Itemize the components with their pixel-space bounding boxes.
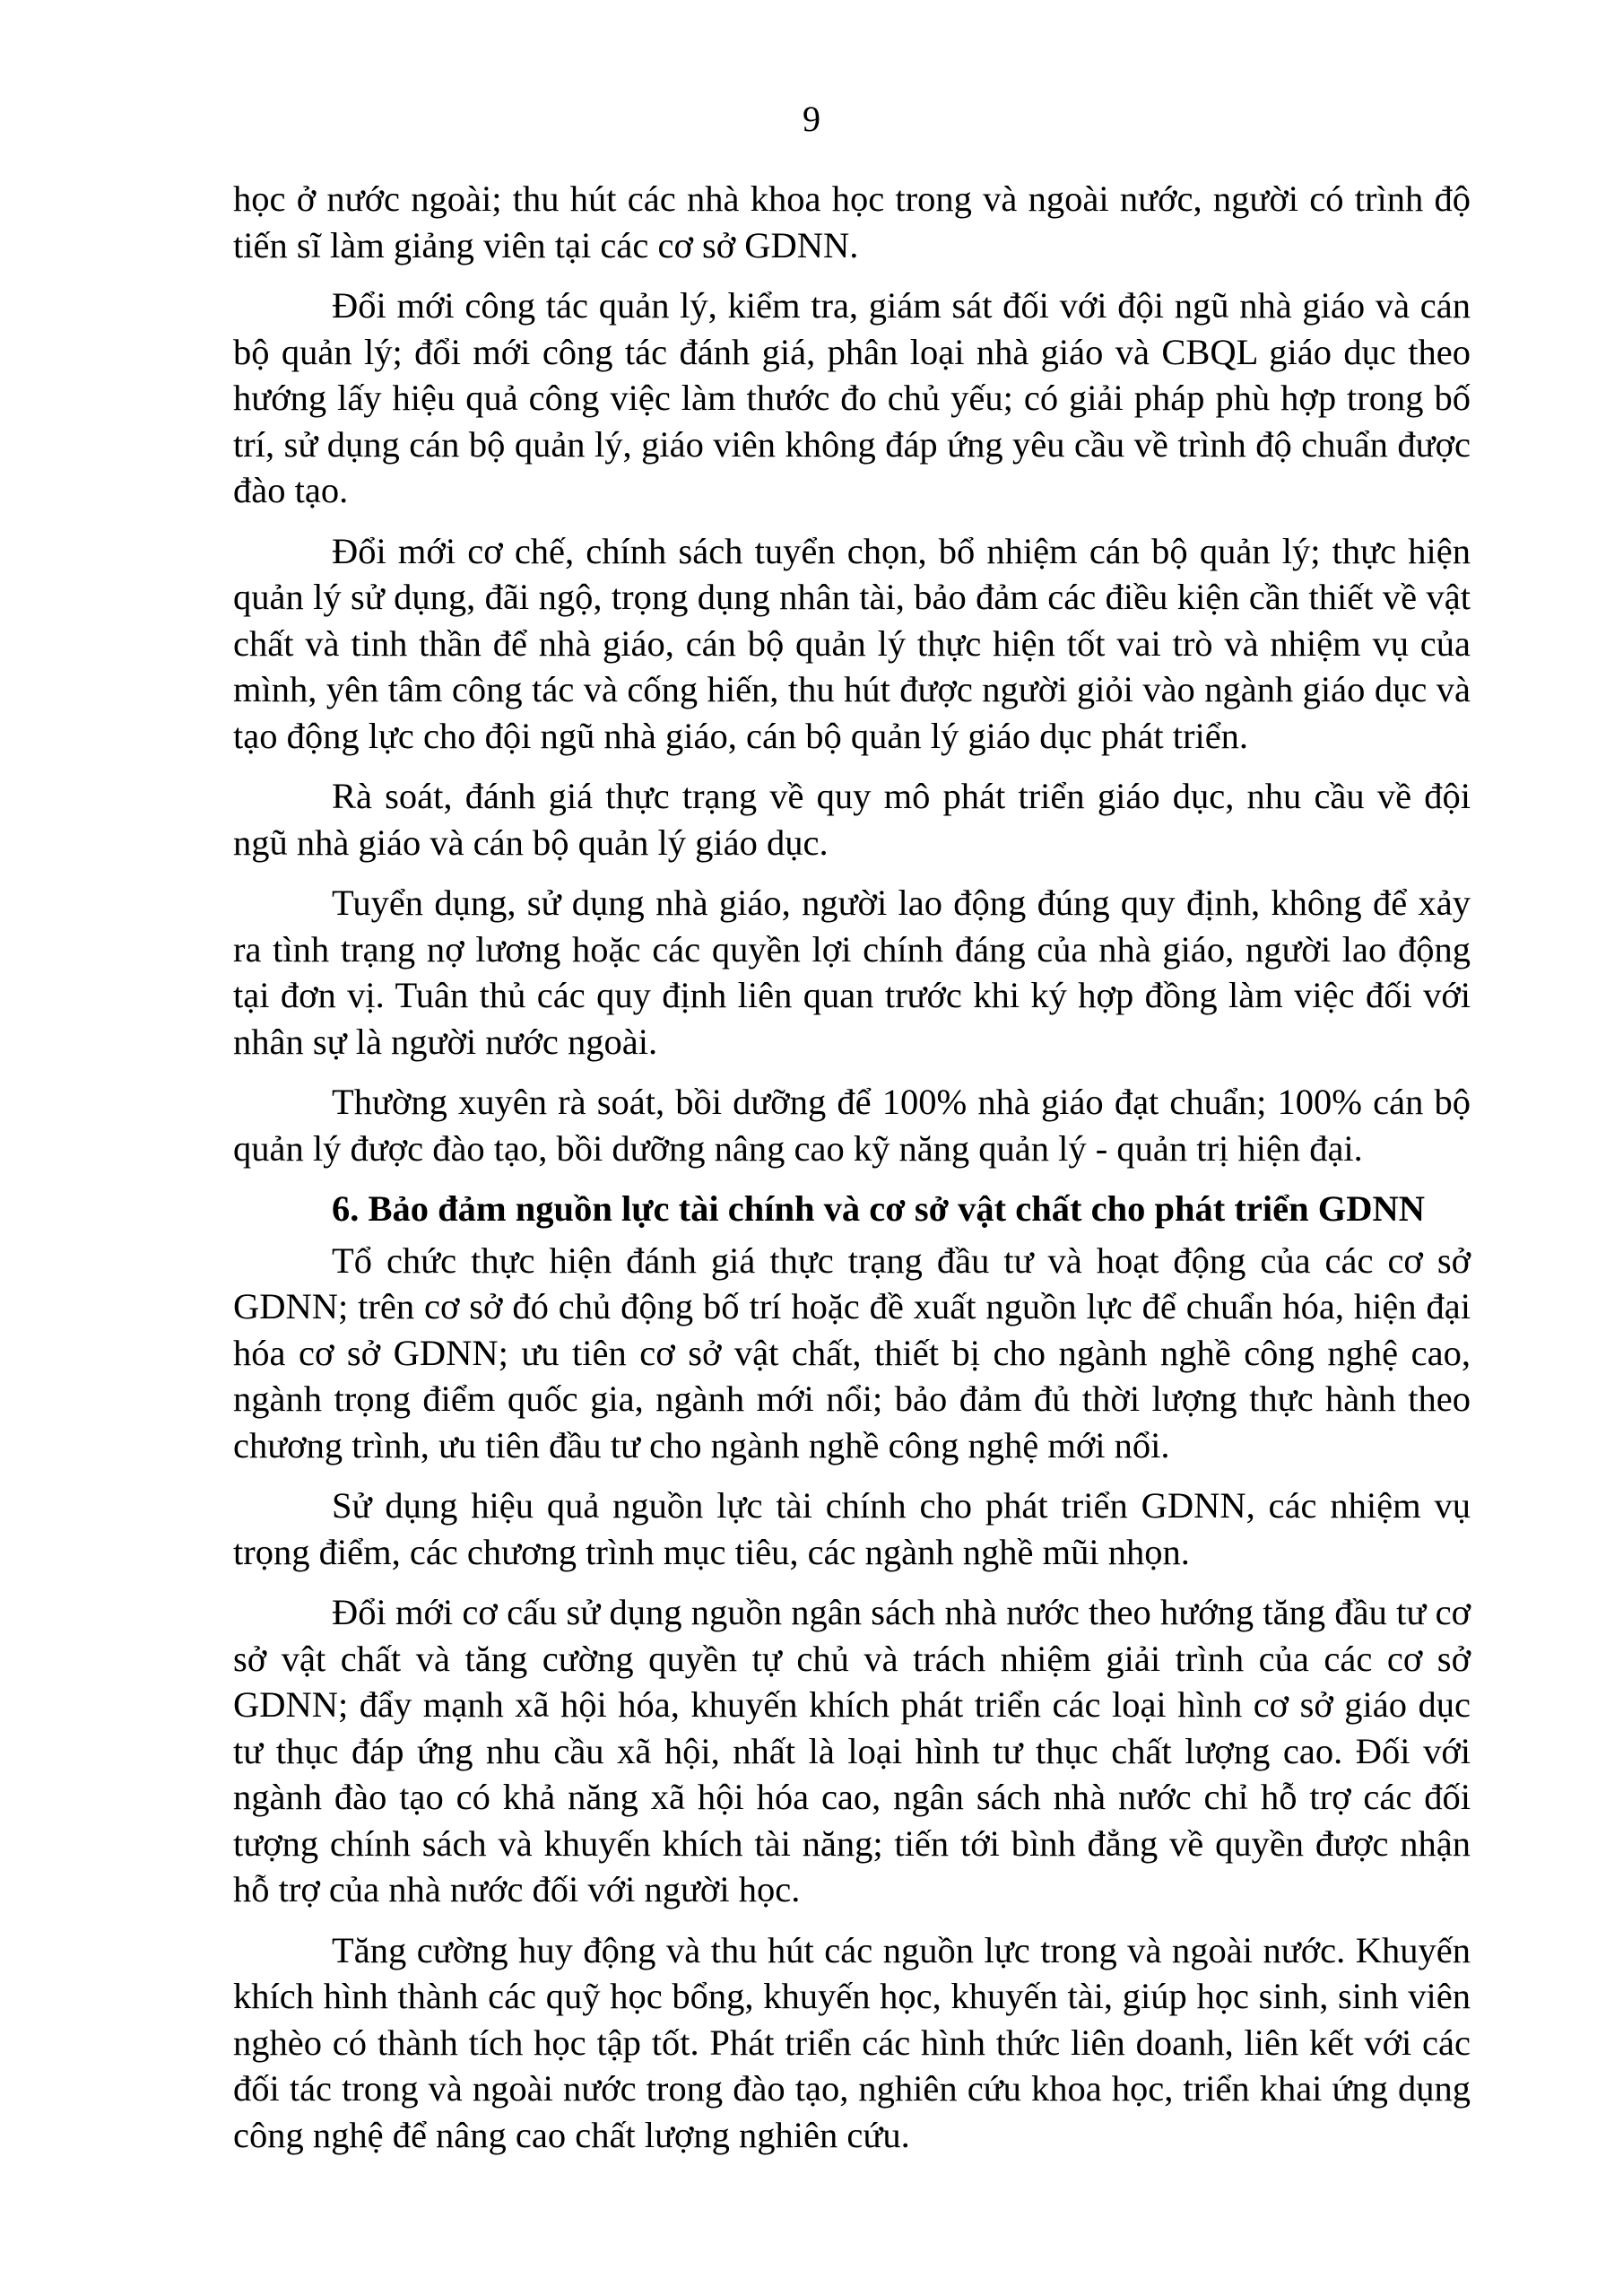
paragraph-continued: học ở nước ngoài; thu hút các nhà khoa học trong và ngoài nước, người có trình độ tiến sĩ làm giảng viên tại các cơ sở GDNN. (233, 178, 1471, 265)
paragraph: Tăng cường huy động và thu hút các nguồn lực trong và ngoài nước. Khuyến khích hình thành các quỹ học bổng, khuyến học, khuyến tài, giúp học sinh, sinh viên nghèo có thành tích học tập tốt. Phát triển các hình thức liên doanh, liên kết với các đối tác trong và ngoài nước trong đào tạo, nghiên cứu khoa học, triển khai ứng dụng công nghệ để nâng cao chất lượng nghiên cứu. (233, 1929, 1471, 2155)
page-number: 9 (803, 99, 820, 139)
paragraph: Đổi mới cơ cấu sử dụng nguồn ngân sách nhà nước theo hướng tăng đầu tư cơ sở vật chất và tăng cường quyền tự chủ và trách nhiệm giải trình của các cơ sở GDNN; đẩy mạnh xã hội hóa, khuyến khích phát triển các loại hình cơ sở giáo dục tư thục đáp ứng nhu cầu xã hội, nhất là loại hình tư thục chất lượng cao. Đối với ngành đào tạo có khả năng xã hội hóa cao, ngân sách nhà nước chỉ hỗ trợ các đối tượng chính sách và khuyến khích tài năng; tiến tới bình đẳng về quyền được nhận hỗ trợ của nhà nước đối với người học. (233, 1592, 1471, 1909)
paragraph: Sử dụng hiệu quả nguồn lực tài chính cho phát triển GDNN, các nhiệm vụ trọng điểm, các chương trình mục tiêu, các ngành nghề mũi nhọn. (233, 1485, 1471, 1572)
paragraph: Rà soát, đánh giá thực trạng về quy mô phát triển giáo dục, nhu cầu về đội ngũ nhà giáo và cán bộ quản lý giáo dục. (233, 776, 1471, 863)
paragraph: Đổi mới công tác quản lý, kiểm tra, giám sát đối với đội ngũ nhà giáo và cán bộ quản lý; đổi mới công tác đánh giá, phân loại nhà giáo và CBQL giáo dục theo hướng lấy hiệu quả công việc làm thước đo chủ yếu; có giải pháp phù hợp trong bố trí, sử dụng cán bộ quản lý, giáo viên không đáp ứng yêu cầu về trình độ chuẩn được đào tạo. (233, 285, 1471, 510)
paragraph: Tổ chức thực hiện đánh giá thực trạng đầu tư và hoạt động của các cơ sở GDNN; trên cơ sở đó chủ động bố trí hoặc đề xuất nguồn lực để chuẩn hóa, hiện đại hóa cơ sở GDNN; ưu tiên cơ sở vật chất, thiết bị cho ngành nghề công nghệ cao, ngành trọng điểm quốc gia, ngành mới nổi; bảo đảm đủ thời lượng thực hành theo chương trình, ưu tiên đầu tư cho ngành nghề công nghệ mới nổi. (233, 1239, 1471, 1465)
paragraph: Thường xuyên rà soát, bồi dưỡng để 100% nhà giáo đạt chuẩn; 100% cán bộ quản lý được đào tạo, bồi dưỡng nâng cao kỹ năng quản lý - quản trị hiện đại. (233, 1082, 1471, 1169)
page-body (233, 176, 1471, 2172)
paragraph: Tuyển dụng, sử dụng nhà giáo, người lao động đúng quy định, không để xảy ra tình trạng nợ lương hoặc các quyền lợi chính đáng của nhà giáo, người lao động tại đơn vị. Tuân thủ các quy định liên quan trước khi ký hợp đồng làm việc đối với nhân sự là người nước ngoài. (233, 883, 1471, 1062)
section-heading: 6. Bảo đảm nguồn lực tài chính và cơ sở vật chất cho phát triển GDNN (332, 1188, 1425, 1229)
paragraph: Đổi mới cơ chế, chính sách tuyển chọn, bổ nhiệm cán bộ quản lý; thực hiện quản lý sử dụng, đãi ngộ, trọng dụng nhân tài, bảo đảm các điều kiện cần thiết về vật chất và tinh thần để nhà giáo, cán bộ quản lý thực hiện tốt vai trò và nhiệm vụ của mình, yên tâm công tác và cống hiến, thu hút được người giỏi vào ngành giáo dục và tạo động lực cho đội ngũ nhà giáo, cán bộ quản lý giáo dục phát triển. (233, 530, 1471, 756)
